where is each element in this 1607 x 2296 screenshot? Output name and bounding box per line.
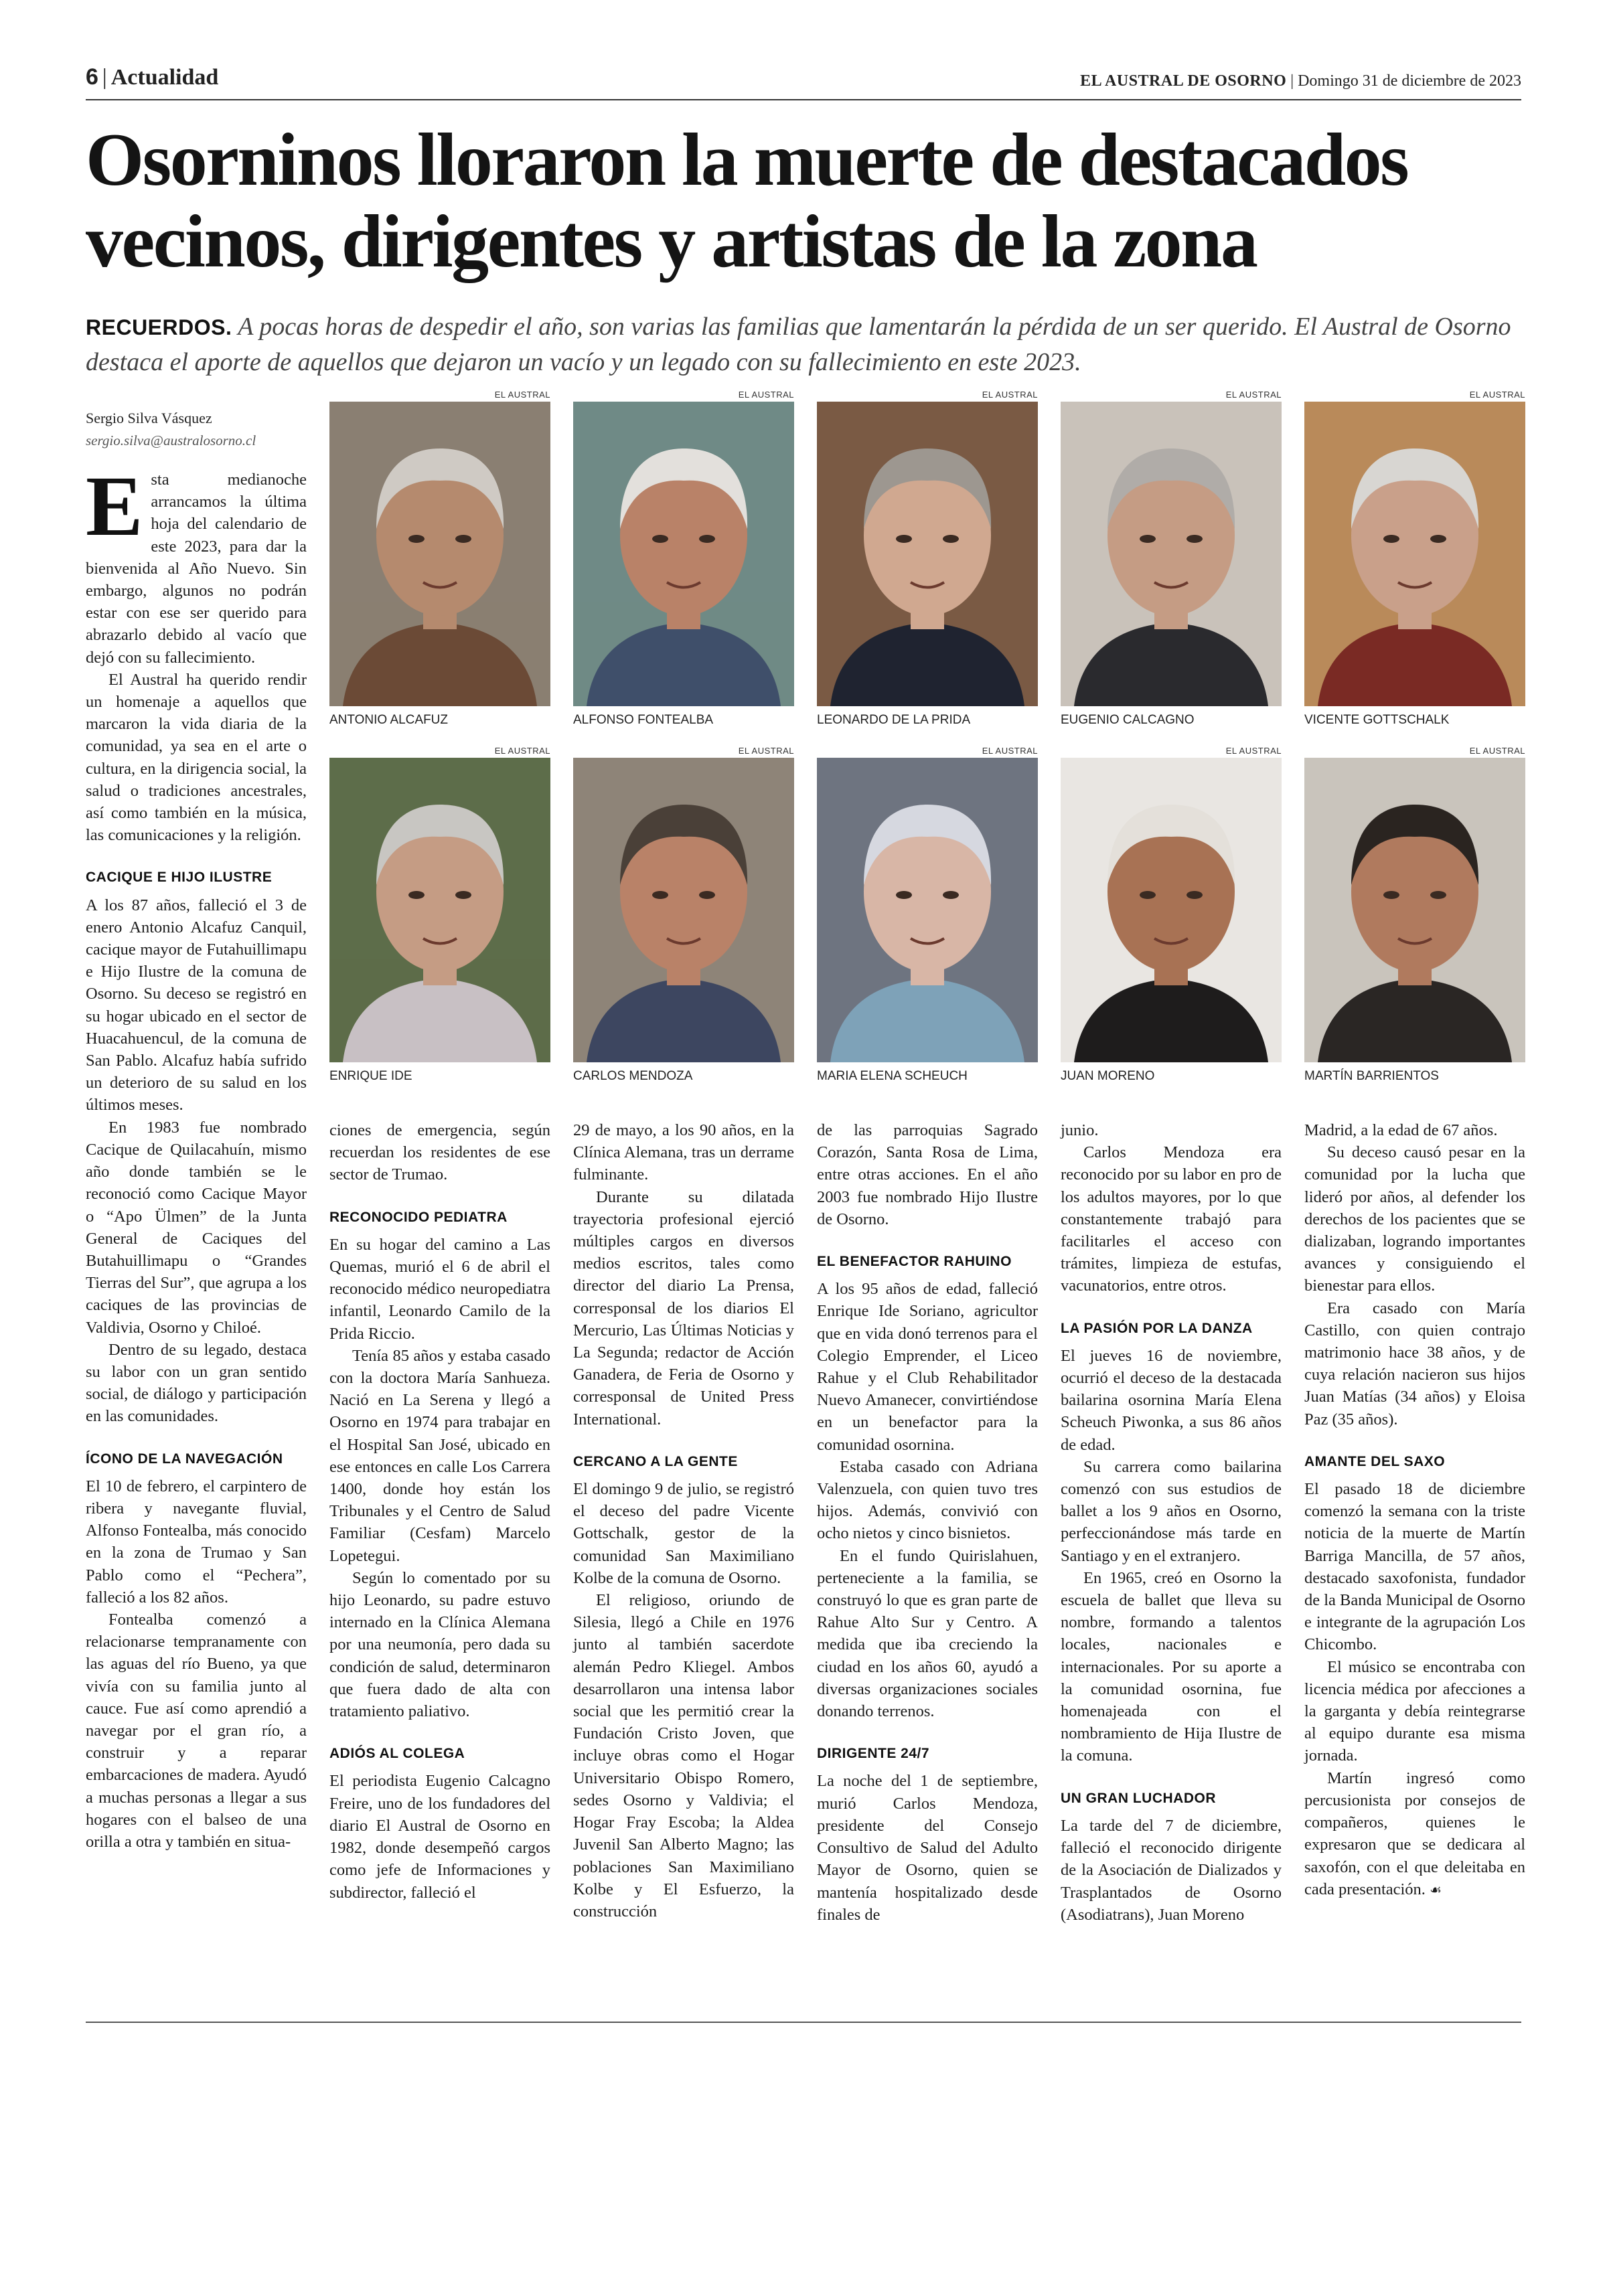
portrait-photo — [1061, 402, 1282, 706]
paragraph: En 1983 fue nombrado Cacique de Quilacahuín, mismo año donde también se le reconoció como Cacique Mayor o “Apo Ülmen” de la Junta General de Caciques del Butahuillimapu o “Grandes Tierras del Sur”, que agrupa a los caciques de las provincias de Valdivia, Osorno y Chiloé. — [86, 1118, 307, 1337]
portrait-placeholder-icon — [817, 402, 1038, 706]
dropcap: E — [86, 459, 143, 554]
header-separator: | — [102, 65, 107, 90]
subheading: ÍCONO DE LA NAVEGACIÓN — [86, 1451, 283, 1467]
paragraph: Madrid, a la edad de 67 años. — [1304, 1121, 1498, 1139]
paragraph: El religioso, oriundo de Silesia, llegó a Chile en 1976 junto al también sacerdote alemán Pedro Kliegel. Ambos desarrollaron una intensa labor social que les permitió crear la Fundación Cristo Joven, que incluye obras como el Hogar Universitario Obispo Romero, sedes Osorno y Valdivia; el Hogar Fray Escoba; la Aldea Juvenil San Alberto Magno; las poblaciones San Maximiliano Kolbe y El Esfuerzo, la construcción — [573, 1591, 794, 1920]
paragraph: El músico se encontraba con licencia médica por afecciones a la garganta y debía reintegrarse al equipo durante esa misma jornada. — [1304, 1657, 1525, 1765]
page-section-header — [86, 64, 218, 90]
dateline-separator: | — [1290, 72, 1298, 90]
paragraph: En su hogar del camino a Las Quemas, murió el 6 de abril el reconocido médico neuropediatra infantil, Leonardo Camilo de la Prida Riccio. — [329, 1235, 550, 1343]
paragraph-text: Martín ingresó como percusionista por consejos de compañeros, quienes le expresaron que se dedicara al saxofón, con el que deleitaba en cada presentación. — [1304, 1769, 1525, 1898]
photo-caption-name: ENRIQUE IDE — [329, 1069, 412, 1083]
subheading: LA PASIÓN POR LA DANZA — [1061, 1320, 1253, 1336]
paragraph: Era casado con María Castillo, con quien contrajo matrimonio hace 38 años, y de cuya relación nacieron sus hijos Juan Matías (34 años) y Eloisa Paz (35 años). — [1304, 1299, 1525, 1428]
portrait-photo — [817, 402, 1038, 706]
photo-credit: EL AUSTRAL — [738, 390, 794, 400]
photo-credit: EL AUSTRAL — [1225, 390, 1282, 400]
article-column-1 — [86, 459, 307, 1853]
article-column-2 — [329, 1119, 550, 1904]
end-mark-icon: ☙ — [1430, 1882, 1442, 1898]
paragraph: En 1965, creó en Osorno la escuela de ballet que lleva su nombre, formando a talentos locales, nacionales e internacionales. Por su aporte a la comunidad osornina, fue homenajeada con el nombramiento de Hija Ilustre de la comuna. — [1061, 1568, 1282, 1765]
portrait-placeholder-icon — [573, 402, 794, 706]
photo-caption-name: MARIA ELENA SCHEUCH — [817, 1069, 968, 1083]
portrait-placeholder-icon — [1304, 758, 1525, 1062]
article-column-4 — [817, 1119, 1038, 1926]
photo-caption-name: ANTONIO ALCAFUZ — [329, 713, 449, 727]
portrait-photo — [573, 758, 794, 1062]
byline — [86, 410, 307, 449]
portrait-placeholder-icon — [329, 402, 550, 706]
subheading: EL BENEFACTOR RAHUINO — [817, 1254, 1012, 1270]
header-rule — [86, 99, 1521, 100]
paragraph: En el fundo Quirislahuen, perteneciente a la familia, se construyó lo que es gran parte de Rahue Alto Sur y Centro. A medida que iba creciendo la ciudad en los años 60, ayudó a diversas organizaciones sociales donando terrenos. — [817, 1546, 1038, 1721]
paragraph: de las parroquias Sagrado Corazón, Santa Rosa de Lima, entre otras acciones. En el año 2003 fue nombrado Hijo Ilustre de Osorno. — [817, 1121, 1038, 1228]
subheading: RECONOCIDO PEDIATRA — [329, 1209, 508, 1225]
portrait-photo — [817, 758, 1038, 1062]
paragraph: Fontealba comenzó a relacionarse tempranamente con las aguas del río Bueno, ya que vivía con su familia junto al cauce. Fue así como aprendió a navegar por el gran río, a construir y a reparar embarcaciones de madera. Ayudó a muchas personas a llegar a sus hogares con el balseo de una orilla a otra y también en situa- — [86, 1610, 307, 1851]
portrait-placeholder-icon — [1304, 402, 1525, 706]
section-name: Actualidad — [110, 65, 219, 90]
subheading: UN GRAN LUCHADOR — [1061, 1790, 1216, 1806]
paragraph: A los 95 años de edad, falleció Enrique Ide Soriano, agricultor que en vida donó terrenos para el Colegio Emprender, el Liceo Rahue y el Club Rehabilitador Nuevo Amanecer, convirtiéndose en un benefactor para la comunidad osornina. — [817, 1280, 1038, 1454]
publication-date: Domingo 31 de diciembre de 2023 — [1298, 72, 1521, 90]
paragraph: Dentro de su legado, destaca su labor con un gran sentido social, de diálogo y participación en las comunidades. — [86, 1340, 307, 1426]
portrait-photo — [1061, 758, 1282, 1062]
portrait-photo — [573, 402, 794, 706]
byline-author: Sergio Silva Vásquez — [86, 410, 212, 426]
paragraph: Carlos Mendoza era reconocido por su labor en pro de los adultos mayores, por lo que constantemente trabajó para facilitarles el acceso con trámites, limpieza de estufas, vacunatorios, entre otros. — [1061, 1143, 1282, 1295]
paragraph: A los 87 años, falleció el 3 de enero Antonio Alcafuz Canquil, cacique mayor de Futahuillimapu e Hijo Ilustre de la comuna de Osorno. Su deceso se registró en su hogar ubicado en el sector de Huacahuencul, de la comuna de San Pablo. Alcafuz había sufrido un deterioro de su salud en los últimos meses. — [86, 896, 307, 1115]
photo-caption-name: CARLOS MENDOZA — [573, 1069, 693, 1083]
portrait-placeholder-icon — [1061, 758, 1282, 1062]
photo-credit: EL AUSTRAL — [494, 746, 550, 756]
paragraph — [1304, 1767, 1525, 1902]
paragraph: Su carrera como bailarina comenzó con sus estudios de ballet a los 9 años en Osorno, perfeccionándose más tarde en Santiago y en el extranjero. — [1061, 1457, 1282, 1565]
paragraph: La tarde del 7 de diciembre, falleció el reconocido dirigente de la Asociación de Dializados y Trasplantados de Osorno (Asodiatrans), Juan Moreno — [1061, 1816, 1282, 1924]
portrait-photo — [1304, 402, 1525, 706]
portrait-photo — [1304, 758, 1525, 1062]
portrait-photo — [329, 402, 550, 706]
photo-credit: EL AUSTRAL — [982, 390, 1038, 400]
subheading: DIRIGENTE 24/7 — [817, 1746, 930, 1762]
page-number: 6 — [86, 64, 98, 90]
paragraph: Según lo comentado por su hijo Leonardo, su padre estuvo internado en la Clínica Alemana por una neumonía, pero dada su condición de salud, determinaron que fuera dado de alta con tratamiento paliativo. — [329, 1568, 550, 1721]
photo-caption-name: LEONARDO DE LA PRIDA — [817, 713, 971, 727]
article-column-5 — [1061, 1119, 1282, 1926]
photo-caption-name: EUGENIO CALCAGNO — [1061, 713, 1195, 727]
paragraph: El jueves 16 de noviembre, ocurrió el deceso de la destacada bailarina osornina María Elena Scheuch Piwonka, a sus 86 años de edad. — [1061, 1346, 1282, 1454]
headline: Osorninos lloraron la muerte de destacados vecinos, dirigentes y artistas de la zona — [86, 118, 1408, 283]
subheading: ADIÓS AL COLEGA — [329, 1746, 465, 1762]
paragraph: Durante su dilatada trayectoria profesional ejerció múltiples cargos en diversos medios escritos, tales como director del diario La Prensa, corresponsal de los diarios El Mercurio, Las Últimas Noticias y La Segunda; redactor de Acción Ganadera, de Feria de Osorno y corresponsal de United Press International. — [573, 1187, 794, 1428]
subheading: CERCANO A LA GENTE — [573, 1453, 738, 1469]
photo-credit: EL AUSTRAL — [738, 746, 794, 756]
paragraph: Su deceso causó pesar en la comunidad por la lucha que lideró por años, al defender los derechos de los pacientes que se dializaban, logrando importantes avances y consiguiendo el bienestar para ellos. — [1304, 1143, 1525, 1295]
paragraph: 29 de mayo, a los 90 años, en la Clínica Alemana, tras un derrame fulminante. — [573, 1121, 794, 1184]
photo-credit: EL AUSTRAL — [1469, 390, 1525, 400]
article-column-6 — [1304, 1119, 1525, 1902]
photo-credit: EL AUSTRAL — [494, 390, 550, 400]
deck-kicker: RECUERDOS. — [86, 315, 232, 339]
deck-text: A pocas horas de despedir el año, son varias las familias que lamentarán la pérdida de un ser querido. El Austral de Osorno destaca el aporte de aquellos que dejaron un vacío y un legado con su fallecimiento en este 2023. — [86, 313, 1511, 376]
paragraph: Tenía 85 años y estaba casado con la doctora María Sanhueza. Nació en La Serena y llegó a Osorno en 1974 para trabajar en el Hospital San José, ubicado en ese entonces en calle Los Carrera 1400, donde hoy están los Tribunales y el Centro de Salud Familiar (Cesfam) Marcelo Lopetegui. — [329, 1346, 550, 1565]
photo-credit: EL AUSTRAL — [1469, 746, 1525, 756]
paragraph: sta medianoche arrancamos la última hoja del calendario de este 2023, para dar la bienvenida al Año Nuevo. Sin embargo, algunos no podrán estar con ese ser querido para abrazarlo debido al vacío que dejó con su fallecimiento. — [86, 471, 307, 667]
portrait-photo — [329, 758, 550, 1062]
photo-caption-name: MARTÍN BARRIENTOS — [1304, 1069, 1439, 1083]
publication-dateline — [1080, 72, 1521, 90]
photo-credit: EL AUSTRAL — [1225, 746, 1282, 756]
subheading: CACIQUE E HIJO ILUSTRE — [86, 870, 273, 886]
byline-email[interactable]: sergio.silva@australosorno.cl — [86, 432, 256, 448]
portrait-placeholder-icon — [329, 758, 550, 1062]
publication-name: EL AUSTRAL DE OSORNO — [1080, 72, 1287, 90]
paragraph: Estaba casado con Adriana Valenzuela, con quien tuvo tres hijos. Además, convivió con ocho nietos y cinco bisnietos. — [817, 1457, 1038, 1543]
portrait-placeholder-icon — [817, 758, 1038, 1062]
portrait-placeholder-icon — [1061, 402, 1282, 706]
paragraph: El 10 de febrero, el carpintero de ribera y navegante fluvial, Alfonso Fontealba, más conocido en la zona de Trumao y San Pablo como el “Pechera”, falleció a los 82 años. — [86, 1477, 307, 1607]
photo-caption-name: VICENTE GOTTSCHALK — [1304, 713, 1450, 727]
paragraph: El pasado 18 de diciembre comenzó la semana con la triste noticia de la muerte de Martín Barriga Mancilla, de 57 años, destacado saxofonista, fundador de la Banda Municipal de Osorno e integrante de la agrupación Los Chicombo. — [1304, 1480, 1525, 1654]
photo-caption-name: JUAN MORENO — [1061, 1069, 1155, 1083]
deck — [86, 309, 1525, 380]
paragraph: El periodista Eugenio Calcagno Freire, uno de los fundadores del diario El Austral de Osorno en 1982, donde desempeñó cargos como jefe de Informaciones y subdirector, falleció el — [329, 1772, 550, 1902]
paragraph: El Austral ha querido rendir un homenaje a aquellos que marcaron la vida diaria de la comunidad, ya sea en el arte o cultura, en la dirigencia social, la salud o tradiciones ancestrales, así como también en la música, las comunicaciones y la religión. — [86, 670, 307, 845]
paragraph: ciones de emergencia, según recuerdan los residentes de ese sector de Trumao. — [329, 1121, 550, 1184]
article-column-3 — [573, 1119, 794, 1922]
portrait-placeholder-icon — [573, 758, 794, 1062]
subheading: AMANTE DEL SAXO — [1304, 1453, 1446, 1469]
paragraph: La noche del 1 de septiembre, murió Carlos Mendoza, presidente del Consejo Consultivo de Salud del Adulto Mayor de Osorno, quien se mantenía hospitalizado desde finales de — [817, 1772, 1038, 1924]
paragraph: El domingo 9 de julio, se registró el deceso del padre Vicente Gottschalk, gestor de la comunidad San Maximiliano Kolbe de la comuna de Osorno. — [573, 1480, 794, 1587]
photo-credit: EL AUSTRAL — [982, 746, 1038, 756]
footer-rule — [86, 2022, 1521, 2023]
photo-caption-name: ALFONSO FONTEALBA — [573, 713, 714, 727]
paragraph: junio. — [1061, 1121, 1099, 1139]
